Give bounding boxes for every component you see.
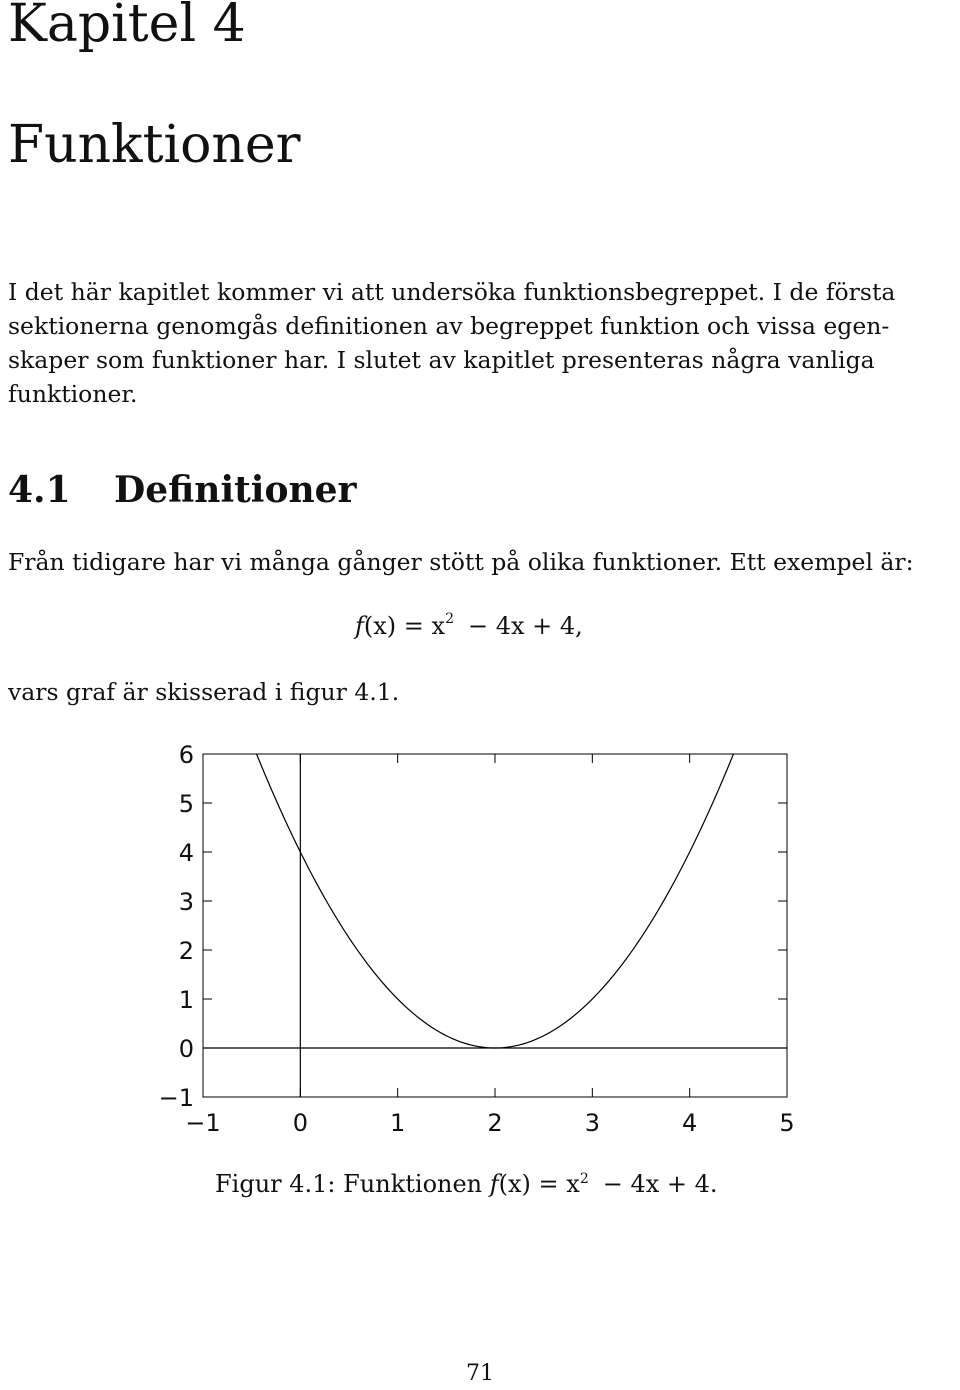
plot-area xyxy=(159,741,795,1137)
section-number: 4.1 xyxy=(8,469,71,511)
y-tick-label: 0 xyxy=(178,1035,194,1063)
chapter-label: Kapitel 4 xyxy=(8,0,246,54)
intro-line: skaper som funktioner har. I slutet av kapitlet presenteras några vanliga xyxy=(8,346,875,374)
caption-argument: (x) = x xyxy=(498,1170,580,1198)
section-title: Definitioner xyxy=(114,469,357,511)
y-tick-label: 1 xyxy=(178,986,194,1014)
plot-frame xyxy=(203,754,787,1097)
equation-argument: (x) = x xyxy=(363,612,446,640)
section-paragraph: vars graf är skisserad i figur 4.1. xyxy=(8,678,400,706)
equation-function-name: f xyxy=(355,612,364,640)
intro-line: I det här kapitlet kommer vi att undersöka funktionsbegreppet. I de första xyxy=(8,278,896,306)
x-tick-label: 2 xyxy=(487,1109,503,1137)
parabola-curve xyxy=(257,754,734,1048)
x-tick-label: −1 xyxy=(185,1109,221,1137)
caption-exponent: 2 xyxy=(579,1171,589,1187)
x-tick-label: 3 xyxy=(584,1109,600,1137)
x-tick-label: 4 xyxy=(682,1109,698,1137)
caption-prefix: Figur 4.1: Funktionen xyxy=(215,1170,490,1198)
section-heading xyxy=(8,466,357,514)
page-number: 71 xyxy=(466,1361,494,1386)
equation xyxy=(355,610,583,642)
chapter-title: Funktioner xyxy=(8,115,301,175)
x-tick-label: 0 xyxy=(292,1109,308,1137)
x-tick-label: 1 xyxy=(390,1109,406,1137)
equation-rhs: − 4x + 4, xyxy=(467,612,583,640)
y-tick-label: 3 xyxy=(178,888,194,916)
caption-rhs: − 4x + 4. xyxy=(602,1170,718,1198)
x-tick-label: 5 xyxy=(779,1109,795,1137)
caption-function-name: f xyxy=(489,1170,499,1198)
y-tick-label: 2 xyxy=(178,937,194,965)
y-tick-label: 5 xyxy=(178,790,194,818)
parabola-chart xyxy=(0,730,960,1150)
equation-exponent: 2 xyxy=(445,611,454,627)
figure-caption xyxy=(215,1168,718,1200)
intro-line: funktioner. xyxy=(8,380,138,408)
y-tick-label: 6 xyxy=(178,741,194,769)
y-tick-label: 4 xyxy=(178,839,194,867)
section-paragraph: Från tidigare har vi många gånger stött på olika funktioner. Ett exempel är: xyxy=(8,548,914,576)
intro-line: sektionerna genomgås definitionen av begreppet funktion och vissa egen- xyxy=(8,312,890,340)
y-tick-label: −1 xyxy=(158,1084,194,1112)
